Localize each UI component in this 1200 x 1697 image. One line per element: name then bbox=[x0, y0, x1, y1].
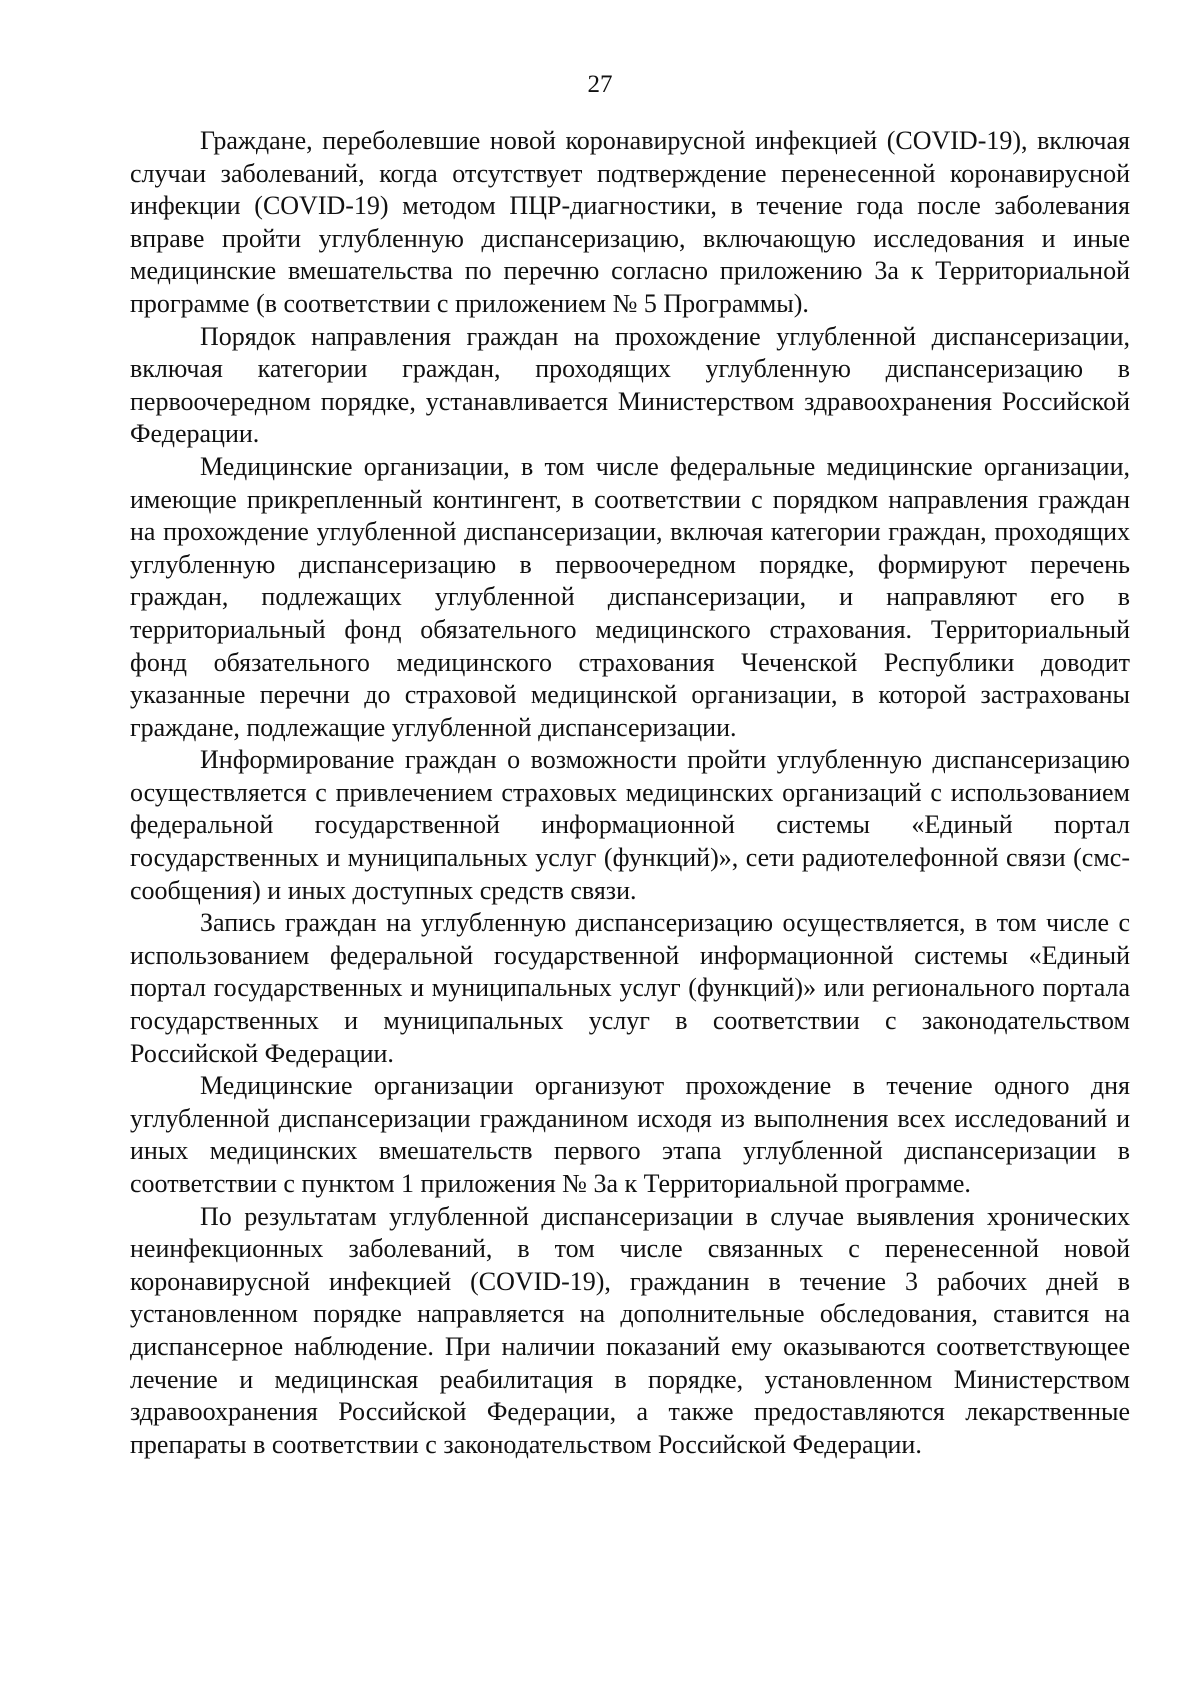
page-number: 27 bbox=[587, 71, 613, 98]
paragraph-covid-eligibility: Граждане, переболевшие новой коронавирусной инфекцией (COVID-19), включая случаи заболеваний, когда отсутствует подтверждение перенесенной коронавирусной инфекции (COVID-19) методом ПЦР-диагностики, в течение года после заболевания вправе пройти углубленную диспансеризацию, включающую исследования и иные медицинские вмешательства по перечню согласно приложению 3а к Территориальной программе (в соответствии с приложением № 5 Программы). bbox=[130, 126, 1130, 318]
paragraph-results-followup: По результатам углубленной диспансеризации в случае выявления хронических неинфекционных заболеваний, в том числе связанных с перенесенной новой коронавирусной инфекцией (COVID-19), гражданин в течение 3 рабочих дней в установленном порядке направляется на дополнительные обследования, ставится на диспансерное наблюдение. При наличии показаний ему оказываются соответствующее лечение и медицинская реабилитация в порядке, установленном Министерством здравоохранения Российской Федерации, а также предоставляются лекарственные препараты в соответствии с законодательством Российской Федерации. bbox=[130, 1201, 1130, 1459]
paragraph-informing-citizens: Информирование граждан о возможности пройти углубленную диспансеризацию осуществляется с привлечением страховых медицинских организаций с использованием федеральной государственной информационной системы «Единый портал государственных и муниципальных услуг (функций)», сети радиотелефонной связи (смс-сообщения) и иных доступных средств связи. bbox=[130, 745, 1130, 905]
document-body bbox=[130, 125, 1130, 1461]
paragraph-referral-procedure: Порядок направления граждан на прохождение углубленной диспансеризации, включая категории граждан, проходящих углубленную диспансеризацию в первоочередном порядке, устанавливается Министерством здравоохранения Российской Федерации. bbox=[130, 321, 1130, 449]
paragraph-one-day-examination: Медицинские организации организуют прохождение в течение одного дня углубленной диспансеризации гражданином исходя из выполнения всех исследований и иных медицинских вмешательств первого этапа углубленной диспансеризации в соответствии с пунктом 1 приложения № 3а к Территориальной программе. bbox=[130, 1071, 1130, 1198]
paragraph-medical-organizations-lists: Медицинские организации, в том числе федеральные медицинские организации, имеющие прикрепленный контингент, в соответствии с порядком направления граждан на прохождение углубленной диспансеризации, включая категории граждан, проходящих углубленную диспансеризацию в первоочередном порядке, формируют перечень граждан, подлежащих углубленной диспансеризации, и направляют его в территориальный фонд обязательного медицинского страхования. Территориальный фонд обязательного медицинского страхования Чеченской Республики доводит указанные перечни до страховой медицинской организации, в которой застрахованы граждане, подлежащие углубленной диспансеризации. bbox=[130, 451, 1130, 742]
paragraph-registration: Запись граждан на углубленную диспансеризацию осуществляется, в том числе с использованием федеральной государственной информационной системы «Единый портал государственных и муниципальных услуг (функций)» или регионального портала государственных и муниципальных услуг в соответствии с законодательством Российской Федерации. bbox=[130, 908, 1130, 1068]
